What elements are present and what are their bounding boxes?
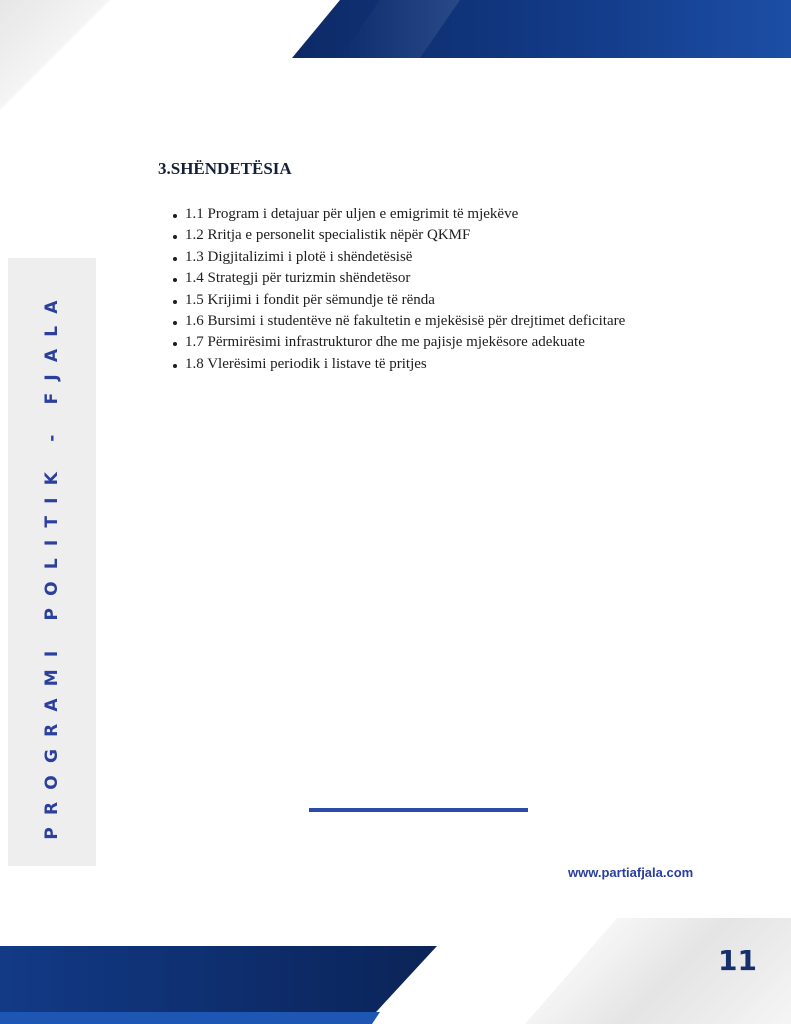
top-left-corner-decoration (0, 0, 110, 110)
page-number: 11 (718, 944, 757, 977)
bottom-footer-stripe (0, 1012, 380, 1024)
list-item: 1.3 Digjitalizimi i plotë i shëndetësisë (185, 247, 625, 268)
list-item: 1.8 Vlerësimi periodik i listave të pritjes (185, 354, 625, 375)
website-link[interactable]: www.partiafjala.com (568, 865, 694, 880)
list-item: 1.4 Strategji për turizmin shëndetësor (185, 268, 625, 289)
list-item: 1.5 Krijimi i fondit për sëmundje të rënda (185, 290, 625, 311)
section-title: 3.SHËNDETËSIA (158, 159, 292, 178)
list-item: 1.7 Përmirësimi infrastrukturor dhe me pajisje mjekësore adekuate (185, 332, 625, 353)
list-item: 1.2 Rritja e personelit specialistik nëpër QKMF (185, 225, 625, 246)
list-item: 1.6 Bursimi i studentëve në fakultetin e mjekësisë për drejtimet deficitare (185, 311, 625, 332)
side-vertical-label: PROGRAMI POLITIK - FJALA (42, 288, 62, 840)
section-item-list (185, 204, 625, 375)
list-item: 1.1 Program i detajuar për uljen e emigrimit të mjekëve (185, 204, 625, 225)
divider-line (309, 808, 528, 812)
